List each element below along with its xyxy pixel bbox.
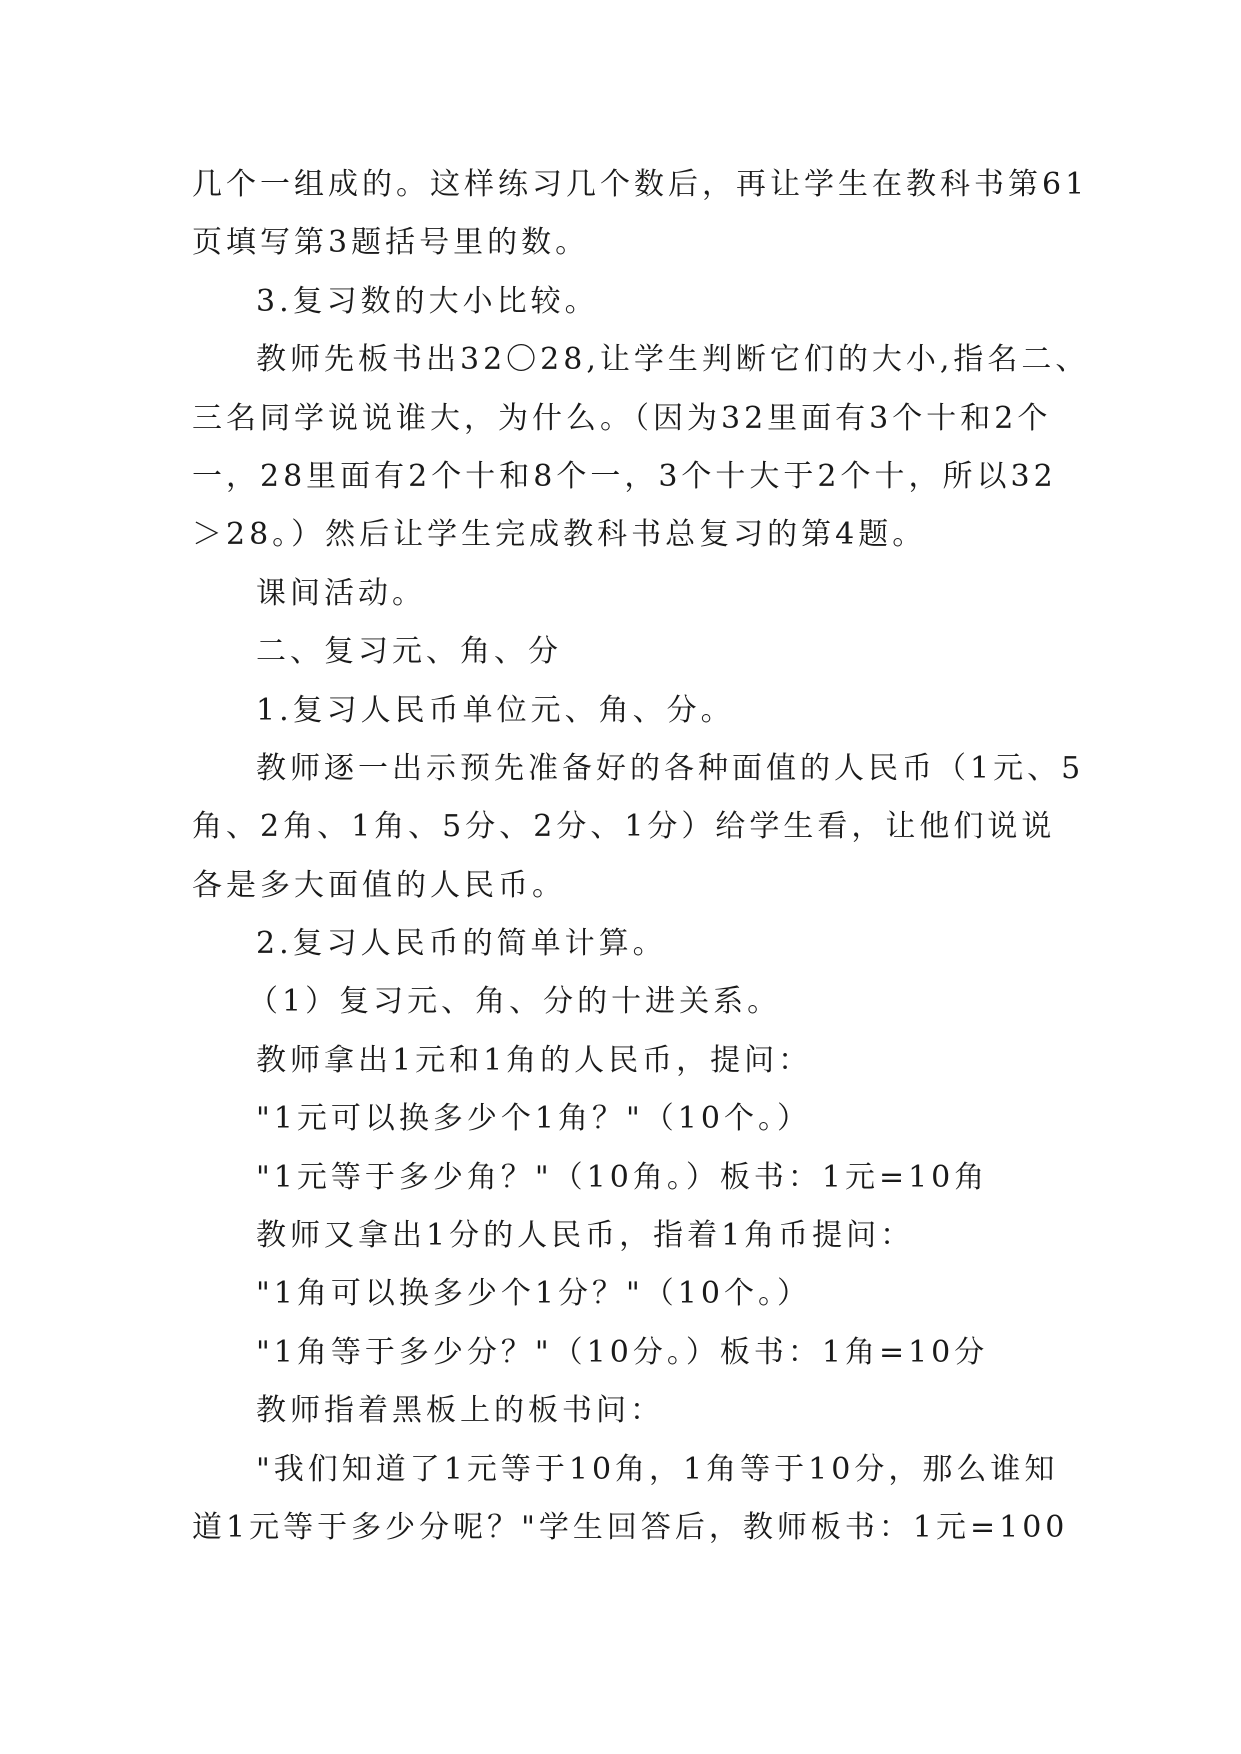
text-line: "我们知道了1元等于10角，1角等于10分，那么谁知 xyxy=(256,1451,1059,1487)
text-line: 几个一组成的。这样练习几个数后，再让学生在教科书第61 xyxy=(192,167,1089,202)
text-line: "1元可以换多少个1角？"（10个。） xyxy=(256,1101,811,1137)
section-heading: （1）复习元、角、分的十进关系。 xyxy=(248,984,782,1020)
section-heading: 2.复习人民币的简单计算。 xyxy=(256,926,667,962)
text-line: 教师指着黑板上的板书问： xyxy=(256,1393,664,1429)
section-heading: 1.复习人民币单位元、角、分。 xyxy=(256,692,735,728)
text-line: 教师逐一出示预先准备好的各种面值的人民币（1元、5 xyxy=(256,750,1085,786)
text-line: ＞28。）然后让学生完成教科书总复习的第4题。 xyxy=(192,517,927,553)
text-line: 道1元等于多少分呢？"学生回答后，教师板书：1元=100 xyxy=(192,1509,1069,1545)
text-line: 教师又拿出1分的人民币，指着1角币提问： xyxy=(256,1218,915,1254)
section-heading: 3.复习数的大小比较。 xyxy=(256,283,599,319)
text-line: "1元等于多少角？"（10角。）板书：1元=10角 xyxy=(256,1159,989,1195)
text-line: 一，28里面有2个十和8个一，3个十大于2个十，所以32 xyxy=(192,458,1057,494)
text-line: 课间活动。 xyxy=(256,575,426,611)
body-text xyxy=(192,156,1090,1557)
text-line: 教师先板书出32〇28,让学生判断它们的大小,指名二、 xyxy=(256,342,1090,378)
text-line: "1角可以换多少个1分？"（10个。） xyxy=(256,1276,811,1312)
text-line: "1角等于多少分？"（10分。）板书：1角=10分 xyxy=(256,1334,989,1370)
text-line: 三名同学说说谁大，为什么。（因为32里面有3个十和2个 xyxy=(192,400,1052,436)
section-heading: 二、复习元、角、分 xyxy=(256,634,562,670)
text-line: 页填写第3题括号里的数。 xyxy=(192,225,590,261)
text-line: 角、2角、1角、5分、2分、1分）给学生看，让他们说说 xyxy=(192,809,1056,845)
text-line: 教师拿出1元和1角的人民币，提问： xyxy=(256,1042,813,1078)
text-line: 各是多大面值的人民币。 xyxy=(192,867,566,903)
